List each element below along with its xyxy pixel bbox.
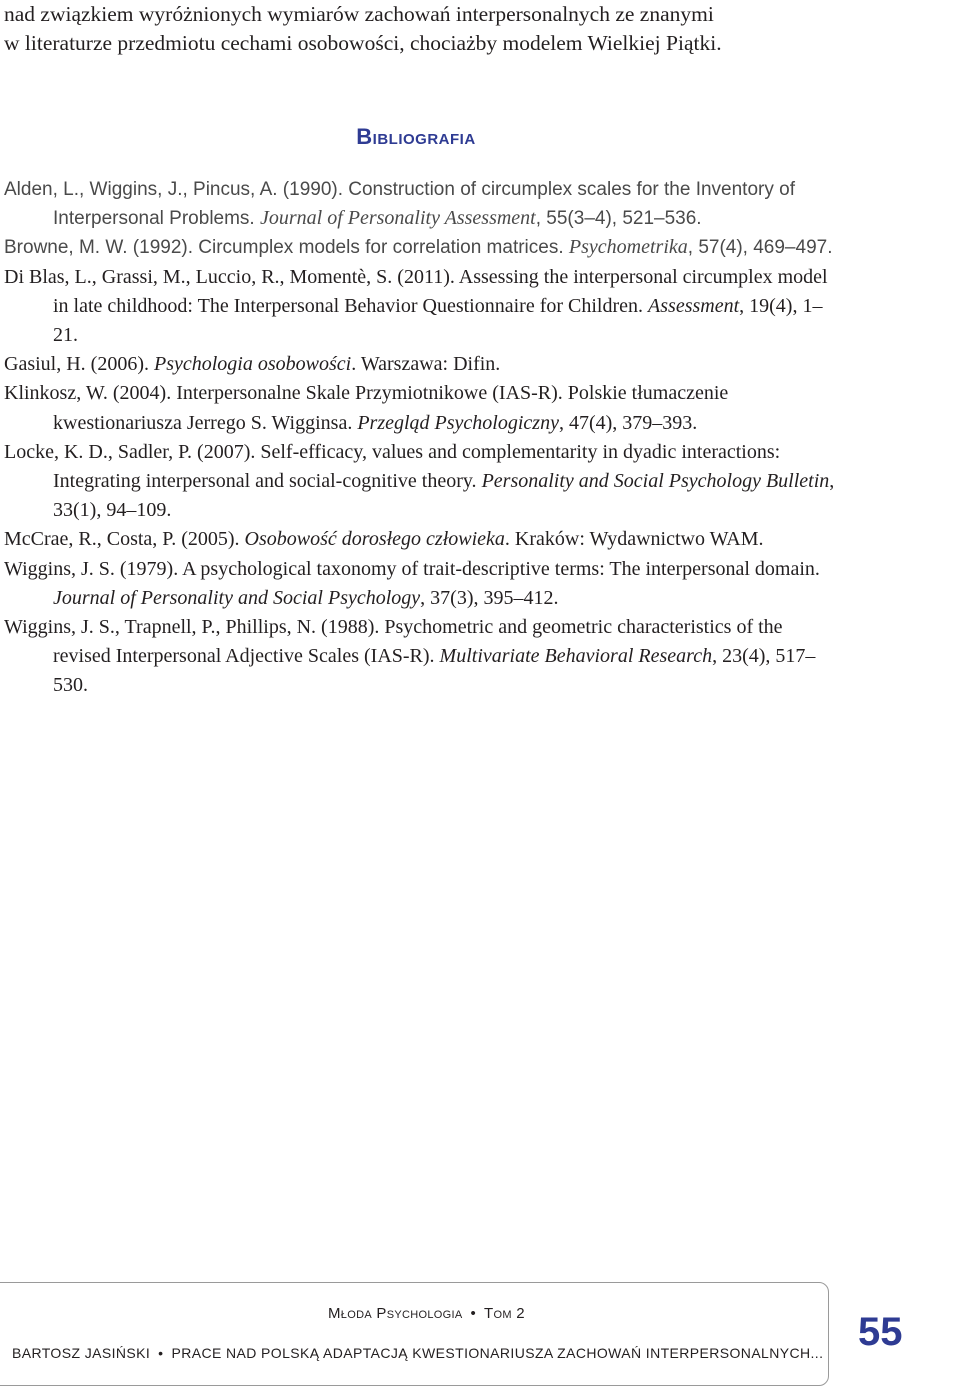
reference-source: Psychometrika	[568, 236, 688, 259]
reference-details: , 37(3), 395–412.	[420, 586, 559, 609]
reference-text: McCrae, R., Costa, P. (2005).	[4, 528, 245, 551]
reference-details: , 23(4), 517–530.	[53, 645, 816, 697]
footer-author: BARTOSZ JASIŃSKI	[12, 1345, 151, 1361]
reference-details: , 57(4), 469–497.	[687, 237, 833, 259]
reference-text: Di Blas, L., Grassi, M., Luccio, R., Momentè, S. (2011). Assessing the interpersonal circumplex model in late childhood: The Interpersonal Behavior Questionnaire for Children.	[4, 265, 828, 317]
reference-source: Przegląd Psychologiczny	[357, 411, 559, 434]
reference-source: Multivariate Behavioral Research	[439, 645, 713, 668]
reference-source: Psychologia osobowości	[153, 353, 352, 376]
reference-source: Journal of Personality and Social Psychology	[53, 586, 421, 609]
reference-text: Klinkosz, W. (2004). Interpersonalne Skale Przymiotnikowe (IAS-R). Polskie tłumaczenie kwestionariusza Jerrego S. Wigginsa.	[4, 382, 729, 434]
intro-line-2: w literaturze przedmiotu cechami osobowości, chociażby modelem Wielkiej Piątki.	[4, 31, 722, 55]
reference-text: Wiggins, J. S., Trapnell, P., Phillips, N. (1988). Psychometric and geometric characteristics of the revised Interpersonal Adjective Scales (IAS-R).	[4, 616, 783, 668]
reference-item	[4, 438, 836, 526]
journal-name: Młoda Psychologia	[328, 1305, 463, 1322]
bullet-separator: •	[470, 1305, 477, 1322]
reference-item	[4, 525, 836, 554]
reference-list	[4, 175, 836, 701]
reference-text: Alden, L., Wiggins, J., Pincus, A. (1990). Construction of circumplex scales for the Inventory of Interpersonal Problems.	[4, 179, 795, 230]
reference-source: Osobowość dorosłego człowieka	[244, 528, 505, 551]
reference-item	[4, 379, 836, 437]
intro-paragraph	[4, 0, 944, 58]
reference-details: , 33(1), 94–109.	[53, 470, 835, 522]
reference-item	[4, 175, 836, 233]
reference-details: , 47(4), 379–393.	[558, 411, 698, 434]
reference-details: . Kraków: Wydawnictwo WAM.	[504, 528, 764, 551]
reference-item	[4, 350, 836, 379]
reference-text: Wiggins, J. S. (1979). A psychological taxonomy of trait-descriptive terms: The interpersonal domain.	[4, 557, 820, 580]
footer-running-title: PRACE NAD POLSKĄ ADAPTACJĄ KWESTIONARIUSZA ZACHOWAŃ INTERPERSONALNYCH...	[171, 1345, 824, 1361]
reference-text: Browne, M. W. (1992). Circumplex models for correlation matrices.	[4, 237, 569, 259]
bullet-separator: •	[158, 1345, 164, 1361]
reference-item	[4, 263, 836, 351]
page-number: 55	[858, 1310, 903, 1354]
section-title: Bibliografia	[356, 124, 476, 149]
reference-text: Locke, K. D., Sadler, P. (2007). Self-efficacy, values and complementarity in dyadic interactions: Integrating interpersonal and social-cognitive theory.	[4, 440, 781, 493]
reference-details: . Warszawa: Difin.	[351, 353, 501, 376]
reference-item	[4, 555, 836, 613]
reference-item	[4, 233, 836, 262]
reference-details: , 19(4), 1–21.	[53, 294, 823, 347]
reference-item	[4, 613, 836, 701]
footer-frame	[0, 1282, 829, 1386]
reference-details: , 55(3–4), 521–536.	[535, 208, 702, 230]
reference-text: Gasiul, H. (2006).	[4, 353, 154, 376]
intro-line-1: nad związkiem wyróżnionych wymiarów zachowań interpersonalnych ze znanymi	[4, 2, 714, 26]
reference-source: Journal of Personality Assessment	[260, 207, 536, 230]
journal-volume: Tom 2	[484, 1305, 525, 1322]
reference-source: Assessment	[648, 294, 740, 317]
footer-running-head	[12, 1345, 823, 1361]
reference-source: Personality and Social Psychology Bulletin	[481, 470, 830, 493]
footer-journal-line	[328, 1305, 525, 1322]
